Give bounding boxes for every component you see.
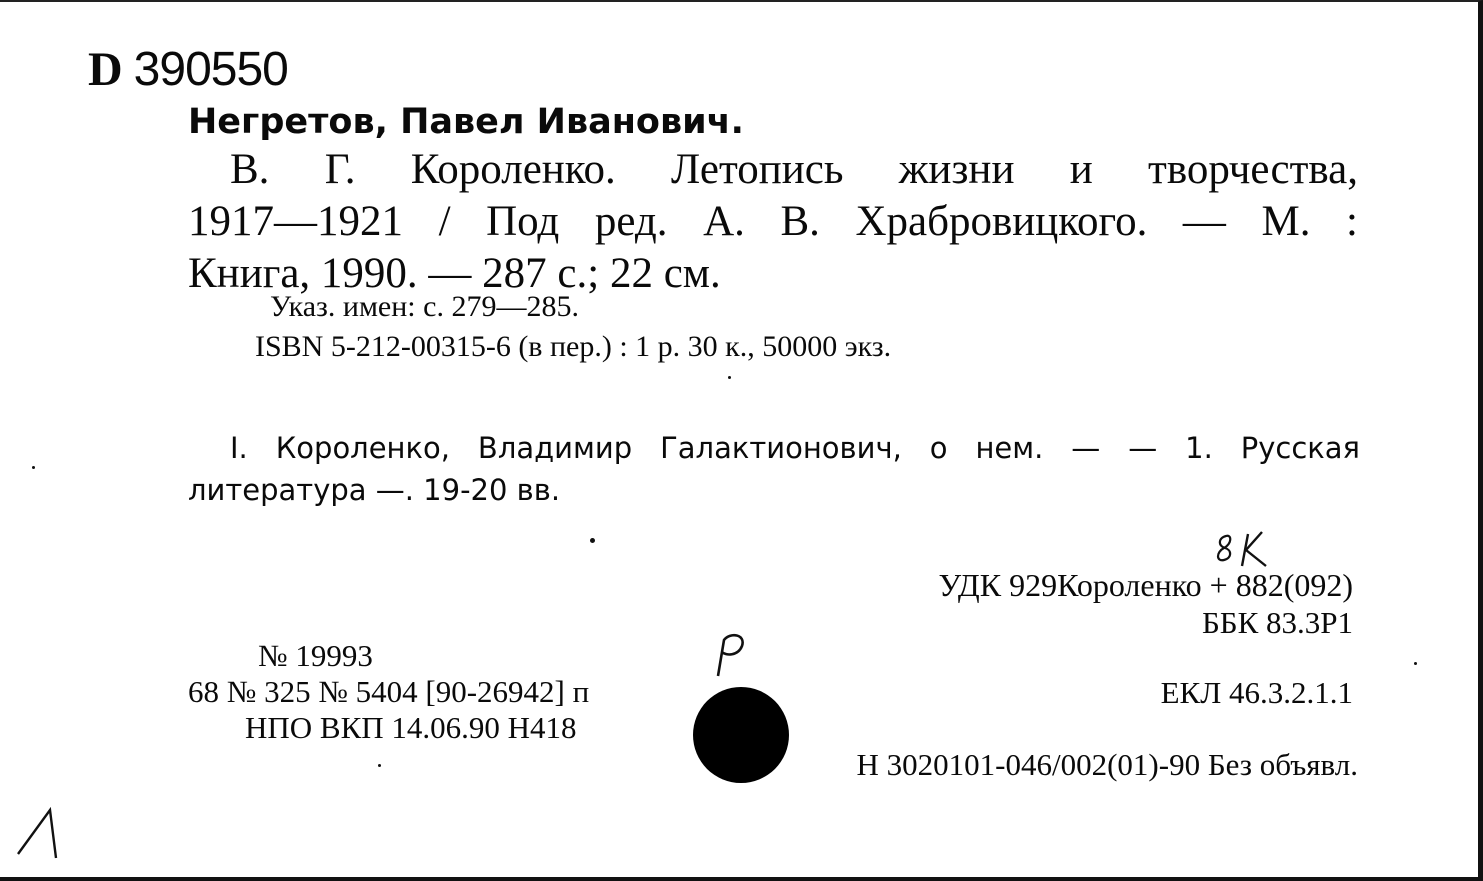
card-number-value: 390550 (133, 43, 288, 96)
ink-blot (693, 687, 789, 783)
isbn-note: ISBN 5-212-00315-6 (в пер.) : 1 р. 30 к., 50000 экз. (255, 330, 892, 363)
index-note: Указ. имен: с. 279—285. (270, 290, 579, 323)
handwritten-mark-center (702, 630, 752, 678)
handwritten-mark-top-right (1212, 526, 1282, 574)
title-line-2: 1917—1921 / Под ред. А. В. Храбровицкого. — М. : (188, 198, 1358, 245)
subject-headings (188, 427, 1360, 511)
card-number-prefix: D (88, 43, 122, 96)
ink-speck (728, 376, 731, 379)
handwritten-mark-bottom-left (14, 802, 64, 862)
order-number: № 19993 (258, 638, 373, 673)
title-description (188, 144, 1358, 300)
ink-speck (32, 466, 35, 469)
udk-code: УДК 929Короленко + 882(092) (938, 567, 1353, 603)
author-heading: Негретов, Павел Иванович. (188, 102, 744, 142)
classification-line: Н 3020101-046/002(01)-90 Без объявл. (856, 747, 1358, 782)
publisher-line-1: 68 № 325 № 5404 [90-26942] п (188, 674, 590, 709)
subject-line-2: литература —. 19-20 вв. (188, 473, 561, 507)
ekl-code: ЕКЛ 46.3.2.1.1 (1160, 675, 1353, 710)
ink-speck (1414, 662, 1417, 665)
card-number (88, 42, 288, 97)
ink-speck (378, 764, 381, 767)
title-line-3: Книга, 1990. — 287 с.; 22 см. (188, 250, 721, 297)
publisher-line-2: НПО ВКП 14.06.90 Н418 (245, 710, 577, 745)
ink-speck (590, 538, 595, 543)
bbk-code: ББК 83.3Р1 (1201, 605, 1353, 640)
subject-line-1: I. Короленко, Владимир Галактионович, о нем. — — 1. Русская (230, 431, 1360, 465)
title-line-1: В. Г. Короленко. Летопись жизни и творчества, (230, 146, 1358, 193)
